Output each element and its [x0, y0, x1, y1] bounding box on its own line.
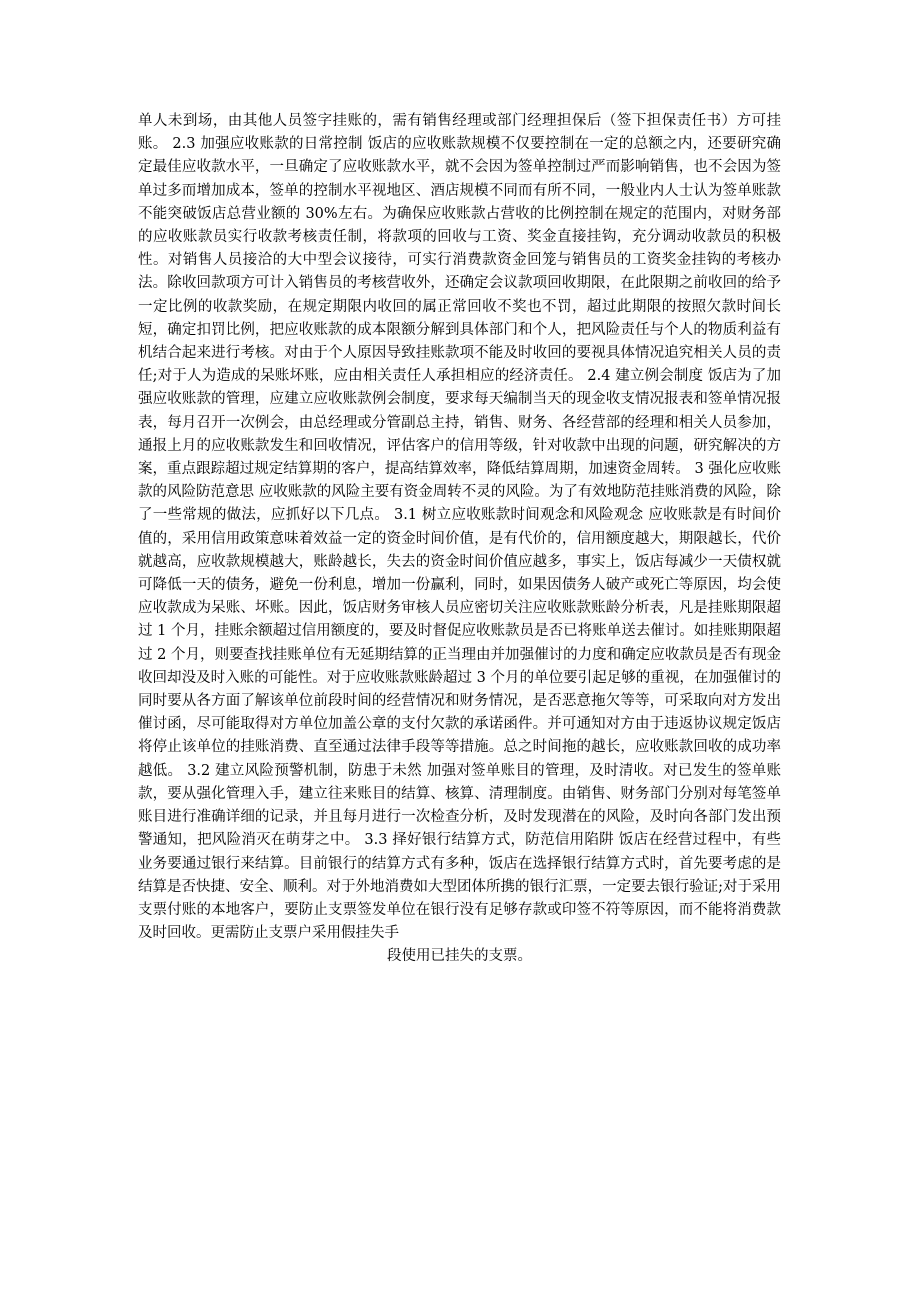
document-page [138, 110, 781, 969]
closing-line: 段使用已挂失的支票。 [387, 948, 532, 965]
body-paragraph: 单人未到场，由其他人员签字挂账的，需有销售经理或部门经理担保后（签下担保责任书）方可挂账。 2.3 加强应收账款的日常控制 饭店的应收账款规模不仅要控制在一定的总额之内，还要研究确定最佳应收款水平，一旦确定了应收账款水平，就不会因为签单控制过严而影响销售，也不会因为签单过多而增加成本，签单的控制水平视地区、酒店规模不同而有所不同，一般业内人士认为签单账款不能突破饭店总营业额的 30%左右。为确保应收账款占营收的比例控制在规定的范围内，对财务部的应收账款员实行收款考核责任制，将款项的回收与工资、奖金直接挂钩，充分调动收款员的积极性。对销售人员接洽的大中型会议接待，可实行消费款资金回笼与销售员的工资奖金挂钩的考核办法。除收回款项方可计入销售员的考核营收外，还确定会议款项回收期限，在此限期之前收回的给予一定比例的收款奖励，在规定期限内收回的属正常回收不奖也不罚，超过此期限的按照欠款时间长短，确定扣罚比例，把应收账款的成本限额分解到具体部门和个人，把风险责任与个人的物质利益有机结合起来进行考核。对由于个人原因导致挂账款项不能及时收回的要视具体情况追究相关人员的责任;对于人为造成的呆账坏账，应由相关责任人承担相应的经济责任。 2.4 建立例会制度 饭店为了加强应收账款的管理，应建立应收账款例会制度，要求每天编制当天的现金收支情况报表和签单情况报表，每月召开一次例会，由总经理或分管副总主持，销售、财务、各经营部的经理和相关人员参加，通报上月的应收账款发生和回收情况，评估客户的信用等级，针对收款中出现的问题，研究解决的方案，重点跟踪超过规定结算期的客户，提高结算效率，降低结算周期，加速资金周转。 3 强化应收账款的风险防范意思 应收账款的风险主要有资金周转不灵的风险。为了有效地防范挂账消费的风险，除了一些常规的做法，应抓好以下几点。 3.1 树立应收账款时间观念和风险观念 应收账款是有时间价值的，采用信用政策意味着效益一定的资金时间价值，是有代价的，信用额度越大，期限越长，代价就越高，应收款规模越大，账龄越长，失去的资金时间价值应越多，事实上，饭店每减少一天债权就可降低一天的债务，避免一份利息，增加一份赢利，同时，如果因债务人破产或死亡等原因，均会使应收款成为呆账、坏账。因此，饭店财务审核人员应密切关注应收账款账龄分析表，凡是挂账期限超过 1 个月，挂账余额超过信用额度的，要及时督促应收账款员是否已将账单送去催讨。如挂账期限超过 2 个月，则要查找挂账单位有无延期结算的正当理由并加强催讨的力度和确定应收款员是否有现金收回却没及时入账的可能性。对于应收账款账龄超过 3 个月的单位要引起足够的重视，在加强催讨的同时要从各方面了解该单位前段时间的经营情况和财务情况，是否恶意拖欠等等，可采取向对方发出催讨函，尽可能取得对方单位加盖公章的支付欠款的承诺函件。并可通知对方由于违返协议规定饭店将停止该单位的挂账消费、直至通过法律手段等等措施。总之时间拖的越长，应收账款回收的成功率越低。 3.2 建立风险预警机制，防患于未然 加强对签单账目的管理，及时清收。对已发生的签单账款，要从强化管理入手，建立往来账目的结算、核算、清理制度。由销售、财务部门分别对每笔签单账目进行准确详细的记录，并且每月进行一次检查分析，及时发现潜在的风险，及时向各部门发出预警通知，把风险消灭在萌芽之中。 3.3 择好银行结算方式，防范信用陷阱 饭店在经营过程中，有些业务要通过银行来结算。目前银行的结算方式有多种，饭店在选择银行结算方式时，首先要考虑的是结算是否快捷、安全、顺利。对于外地消费如大型团体所携的银行汇票，一定要去银行验证;对于采用支票付账的本地客户，要防止支票签发单位在银行没有足够存款或印签不符等原因，而不能将消费款及时回收。更需防止支票户采用假挂失手 [138, 113, 781, 942]
